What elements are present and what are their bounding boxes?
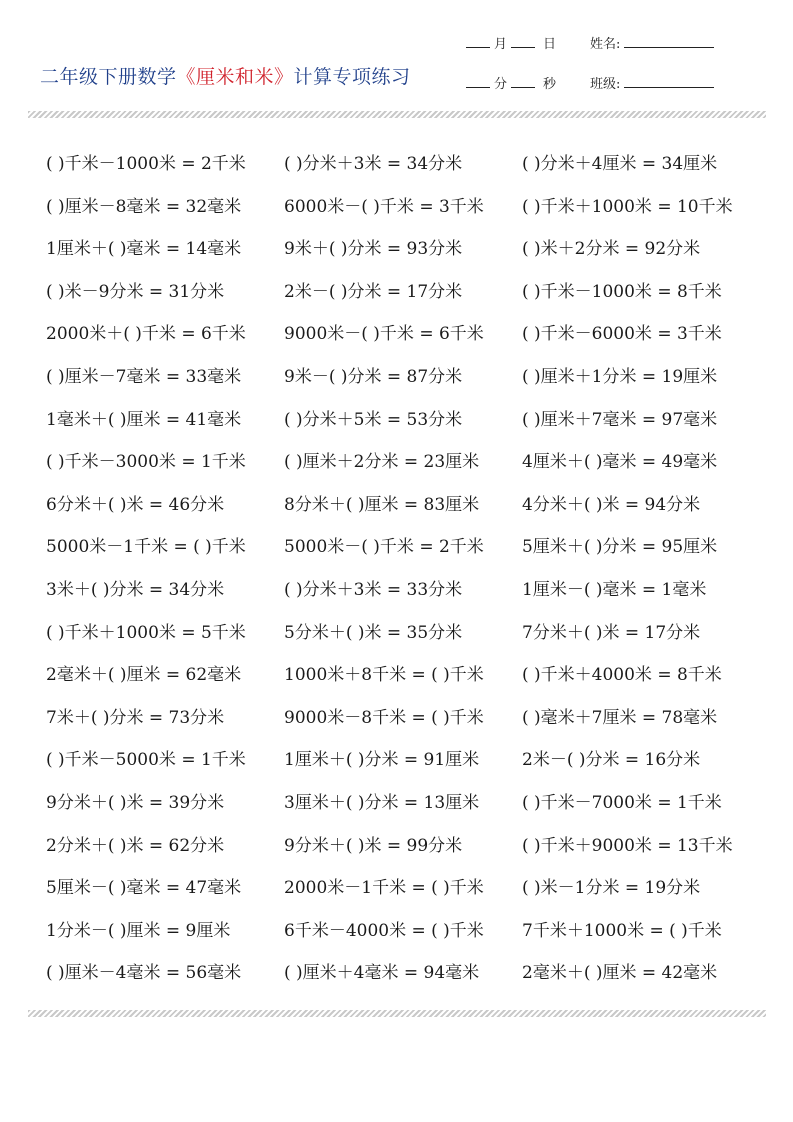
problem-item: 6千米－4000米 = ( )千米 <box>284 920 484 941</box>
problem-item: ( )千米－1000米 = 2千米 <box>46 154 246 174</box>
problem-item: 5000米－( )千米 = 2千米 <box>284 537 484 558</box>
class-label: 班级: <box>590 77 621 92</box>
minute-blank[interactable] <box>466 75 490 88</box>
problem-item: 7米＋( )分米 = 73分米 <box>46 707 225 728</box>
problem-item: ( )厘米＋7毫米 = 97毫米 <box>522 409 718 430</box>
problem-item: ( )千米＋1000米 = 5千米 <box>46 622 246 643</box>
problem-item: 2分米＋( )米 = 62分米 <box>46 835 225 856</box>
top-divider <box>28 111 766 118</box>
problem-item: ( )千米＋4000米 = 8千米 <box>522 665 722 686</box>
page-title <box>40 62 411 89</box>
problem-item: ( )千米＋9000米 = 13千米 <box>522 835 733 856</box>
problem-item: 5000米－1千米 = ( )千米 <box>46 537 246 558</box>
problem-item: 8分米＋( )厘米 = 83厘米 <box>284 494 480 515</box>
problem-item: ( )千米－3000米 = 1千米 <box>46 452 246 473</box>
problem-item: ( )厘米＋2分米 = 23厘米 <box>284 452 480 473</box>
month-label: 月 <box>494 37 508 52</box>
second-blank[interactable] <box>511 75 535 88</box>
problem-item: ( )厘米＋4毫米 = 94毫米 <box>284 963 480 984</box>
problem-item: 1厘米＋( )分米 = 91厘米 <box>284 750 480 771</box>
problem-item: ( )厘米＋1分米 = 19厘米 <box>522 366 718 387</box>
problem-item: ( )千米＋1000米 = 10千米 <box>522 196 733 217</box>
second-label: 秒 <box>543 77 557 92</box>
problem-item: ( )分米＋3米 = 34分米 <box>284 154 463 174</box>
problem-item: 6000米－( )千米 = 3千米 <box>284 196 484 217</box>
problem-item: 4厘米＋( )毫米 = 49毫米 <box>522 452 718 473</box>
bottom-divider <box>28 1010 766 1017</box>
problem-item: 9分米＋( )米 = 39分米 <box>46 792 225 813</box>
problem-item: 3米＋( )分米 = 34分米 <box>46 579 225 600</box>
problem-item: ( )分米＋5米 = 53分米 <box>284 409 463 430</box>
problem-item: 1厘米－( )毫米 = 1毫米 <box>522 579 707 600</box>
problem-item: ( )千米－7000米 = 1千米 <box>522 792 722 813</box>
name-field <box>590 33 714 52</box>
problem-item: 7千米＋1000米 = ( )千米 <box>522 920 722 941</box>
problem-item: 1毫米＋( )厘米 = 41毫米 <box>46 409 242 430</box>
day-blank[interactable] <box>511 35 535 48</box>
problem-item: ( )千米－5000米 = 1千米 <box>46 750 246 771</box>
problem-item: ( )分米＋3米 = 33分米 <box>284 579 463 600</box>
problem-item: ( )千米－6000米 = 3千米 <box>522 324 722 345</box>
time-fields <box>462 73 556 92</box>
problem-item: ( )米－9分米 = 31分米 <box>46 281 225 302</box>
problem-item: ( )米－1分米 = 19分米 <box>522 878 701 899</box>
problem-item: 1分米－( )厘米 = 9厘米 <box>46 920 231 941</box>
class-blank[interactable] <box>624 75 714 88</box>
name-label: 姓名: <box>590 37 621 52</box>
month-blank[interactable] <box>466 35 490 48</box>
problem-item: 9米－( )分米 = 87分米 <box>284 366 463 387</box>
problem-item: ( )厘米－4毫米 = 56毫米 <box>46 963 242 984</box>
problem-item: 2米－( )分米 = 16分米 <box>522 750 701 771</box>
problem-item: 2000米－1千米 = ( )千米 <box>284 878 484 899</box>
problem-item: 1厘米＋( )毫米 = 14毫米 <box>46 239 242 260</box>
problem-item: ( )厘米－8毫米 = 32毫米 <box>46 196 242 217</box>
problem-item: 4分米＋( )米 = 94分米 <box>522 494 701 515</box>
problem-item: 2000米＋( )千米 = 6千米 <box>46 324 246 345</box>
day-label: 日 <box>543 37 557 52</box>
problem-item: 5分米＋( )米 = 35分米 <box>284 622 463 643</box>
problem-item: ( )毫米＋7厘米 = 78毫米 <box>522 707 718 728</box>
problem-item: 3厘米＋( )分米 = 13厘米 <box>284 792 480 813</box>
problem-item: 9分米＋( )米 = 99分米 <box>284 835 463 856</box>
title-main: 二年级下册数学 <box>40 66 177 88</box>
problem-item: 2毫米＋( )厘米 = 42毫米 <box>522 963 718 984</box>
problem-item: ( )千米－1000米 = 8千米 <box>522 281 722 302</box>
problem-item: 9米＋( )分米 = 93分米 <box>284 239 463 260</box>
problem-item: 9000米－8千米 = ( )千米 <box>284 707 484 728</box>
problem-item: 5厘米＋( )分米 = 95厘米 <box>522 537 718 558</box>
problem-item: 2米－( )分米 = 17分米 <box>284 281 463 302</box>
problem-item: ( )厘米－7毫米 = 33毫米 <box>46 366 242 387</box>
problem-grid <box>46 143 766 995</box>
problem-item: 5厘米－( )毫米 = 47毫米 <box>46 878 242 899</box>
problem-item: 6分米＋( )米 = 46分米 <box>46 494 225 515</box>
problem-item: 9000米－( )千米 = 6千米 <box>284 324 484 345</box>
class-field <box>590 73 714 92</box>
minute-label: 分 <box>494 77 508 92</box>
title-accent: 《厘米和米》 <box>176 66 294 88</box>
problem-item: ( )米＋2分米 = 92分米 <box>522 239 701 260</box>
date-fields <box>462 33 556 52</box>
title-tail: 计算专项练习 <box>293 66 411 88</box>
problem-item: ( )分米＋4厘米 = 34厘米 <box>522 154 718 174</box>
name-blank[interactable] <box>624 35 714 48</box>
problem-item: 7分米＋( )米 = 17分米 <box>522 622 701 643</box>
problem-item: 1000米＋8千米 = ( )千米 <box>284 665 484 686</box>
problem-item: 2毫米＋( )厘米 = 62毫米 <box>46 665 242 686</box>
